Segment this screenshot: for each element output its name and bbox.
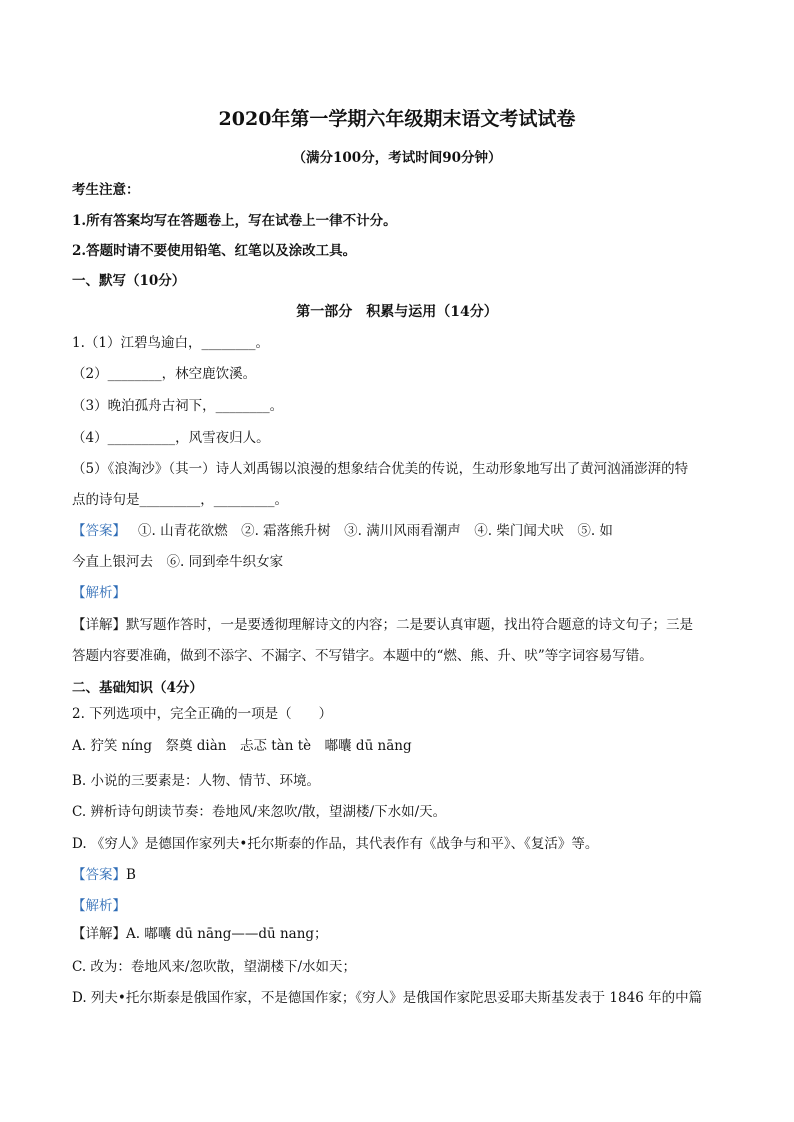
q1-line-6: 点的诗句是_________，_________。 <box>72 492 288 508</box>
analysis-label: 【解析】 <box>72 585 126 601</box>
q2-option-b: B. 小说的三要素是：人物、情节、环境。 <box>72 773 321 789</box>
detail1-text: 默写题作答时，一是要透彻理解诗文的内容；二是要认真审题，找出符合题意的诗文句子；三是 <box>126 617 693 633</box>
answer1-row <box>72 521 613 541</box>
detail2-row <box>72 924 328 944</box>
part-title: 第一部分 积累与运用（14分） <box>296 304 498 320</box>
q1-line-4: （4）__________，风雪夜归人。 <box>72 430 270 446</box>
q1-line-1: 1.（1）江碧鸟逾白，________。 <box>72 335 269 351</box>
notice-item-2: 2.答题时请不要使用铅笔、红笔以及涂改工具。 <box>72 243 357 259</box>
page-title: 2020年第一学期六年级期末语文考试试卷 <box>218 108 576 130</box>
q2-stem: 2. 下列选项中，完全正确的一项是（ ） <box>72 706 333 722</box>
q1-line-2: （2）________，林空鹿饮溪。 <box>72 366 257 382</box>
page-subtitle: （满分100分，考试时间90分钟） <box>292 150 502 166</box>
answer2-value: B <box>126 867 136 883</box>
q2-option-c: C. 辨析诗句朗读节奏：卷地风/来忽吹/散，望湖楼/下水如/天。 <box>72 804 447 820</box>
answer-label: 【答案】 <box>72 523 126 539</box>
q2-option-a: A. 狞笑 níng 祭奠 diàn 忐忑 tàn tè 嘟囔 dū nāng <box>72 738 412 754</box>
detail2-text-d: D. 列夫•托尔斯泰是俄国作家，不是德国作家；《穷人》是俄国作家陀思妥耶夫斯基发表于 1846 年的中篇 <box>72 990 703 1006</box>
answer2-label: 【答案】 <box>72 867 126 883</box>
detail-label: 【详解】 <box>72 617 126 633</box>
section2-heading: 二、基础知识（4分） <box>72 680 203 696</box>
detail1-cont: 答题内容要准确，做到不添字、不漏字、不写错字。本题中的“燃、熊、升、吠”等字词容易写错。 <box>72 648 653 664</box>
section1-heading: 一、默写（10分） <box>72 273 186 289</box>
notice-heading: 考生注意： <box>72 182 140 198</box>
answer1-text: ①. 山青花欲燃 ②. 霜落熊升树 ③. 满川风雨看潮声 ④. 柴门闻犬吠 ⑤. 如 <box>138 523 613 539</box>
analysis2-label: 【解析】 <box>72 898 126 914</box>
notice-item-1: 1.所有答案均写在答题卷上，写在试卷上一律不计分。 <box>72 213 397 229</box>
q1-line-3: （3）晚泊孤舟古祠下，________。 <box>72 398 284 414</box>
answer1-cont: 今直上银河去 ⑥. 同到牵牛织女家 <box>72 554 284 570</box>
detail2-label: 【详解】 <box>72 926 126 942</box>
q1-line-5: （5）《浪淘沙》（其一）诗人刘禹锡以浪漫的想象结合优美的传说，生动形象地写出了黄河汹涌澎湃的特 <box>72 461 689 477</box>
detail1-row <box>72 615 693 635</box>
answer2-row <box>72 865 136 885</box>
detail2-text-a: A. 嘟囔 dū nāng——dū nang； <box>126 926 328 942</box>
q2-option-d: D. 《穷人》是德国作家列夫•托尔斯泰的作品，其代表作有《战争与和平》、《复活》等。 <box>72 836 599 852</box>
detail2-text-c: C. 改为：卷地风来/忽吹散，望湖楼下/水如天； <box>72 959 357 975</box>
